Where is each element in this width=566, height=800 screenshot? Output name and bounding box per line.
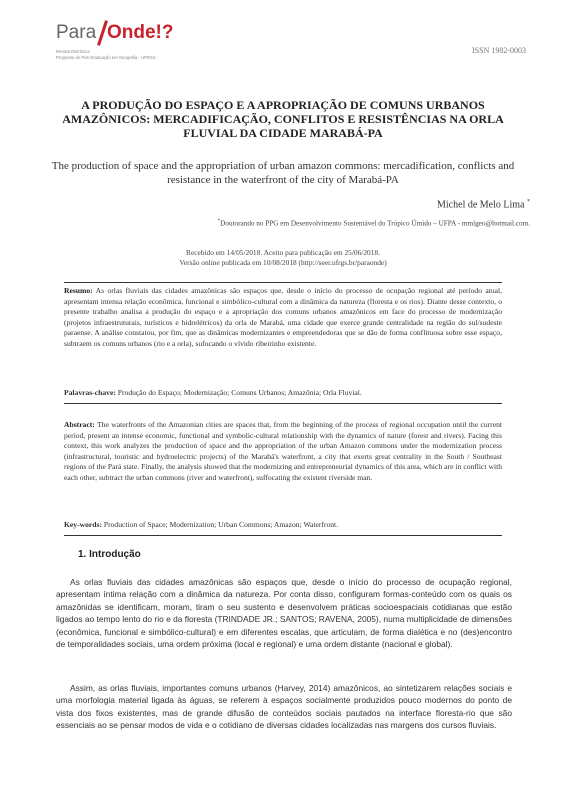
logo-program: Programa de Pós-Graduação em Geografia - UFRGS — [56, 55, 156, 60]
author-name — [437, 199, 530, 210]
affiliation-mark: * — [217, 219, 221, 224]
logo-text-para: Para — [56, 22, 97, 43]
logo-subtitle: Revista Eletrônica — [56, 49, 90, 54]
resumo-label: Resumo: — [64, 286, 93, 295]
publication-dates — [0, 248, 566, 268]
divider-bottom — [64, 535, 502, 536]
abstract-label: Abstract: — [64, 420, 95, 429]
resumo-text: As orlas fluviais das cidades amazônicas são espaços que, desde o início do processo de ocupação regional até período atual, apresentam intensa relação econômica, funcional e simbólico-cultural com a dinâmica da natureza (floresta e os rios). Diante desse contexto, o presente trabalho analisa a produção do espaço e a apropriação dos comuns urbanos amazônicos em face do processo de modernização (projetos infraestruturais, turísticos e hidrelétricos) da orla de Marabá, uma cidade que exerce grande centralidade na região do sul/sudeste paraense. A análise constatou, por fim, que as dinâmicas modernizantes e empreendedoras que se dão de forma conflituosa sobre esse espaço, subtraem os comuns urbanos (rio e a orla), sufocando o vívido ribeirinho existente. — [64, 286, 502, 348]
section-heading-introducao: 1. Introdução — [78, 549, 141, 560]
author-name-text: Michel de Melo Lima — [437, 199, 525, 211]
received-date: Recebido em 14/05/2018. Aceito para publicação em 25/06/2018. — [186, 248, 380, 257]
palavras-chave-label: Palavras-chave: — [64, 388, 116, 397]
affiliation-text: Doutorando no PPG em Desenvolvimento Sustentável do Trópico Úmido – UFPA - mmlgeo@hotmail.com. — [220, 219, 530, 228]
online-date: Versão online publicada em 10/08/2018 (http://seer.ufrgs.br/paraonde) — [179, 258, 387, 267]
article-title: A PRODUÇÃO DO ESPAÇO E A APROPRIAÇÃO DE COMUNS URBANOS AMAZÔNICOS: MERCADIFICAÇÃO, CONFLITOS E RESISTÊNCIAS NA ORLA FLUVIAL DA CIDADE MARABÁ-PA — [62, 98, 504, 140]
intro-paragraph-1-text: As orlas fluviais das cidades amazônicas são espaços que, desde o início do processo de ocupação regional, apresentam íntima relação com a dinâmica da natureza. Por conta disso, configuram formas-conteúdo com os quais os amazônidas se identificam, moram, tiram o seu sustento e desenvolvem práticas socioespaciais cotidianas que estão ligados ao tempo lento do rio e da floresta (TRINDADE JR.; SANTOS; RAVENA, 2005), numa multiplicidade de dimensões (econômica, funcional e simbólico-cultural) e em diferentes escalas, que articulam, de forma dialética e no (des)encontro de temporalidades sociais, uma ordem próxima (local e regional) e uma ordem distante (nacional e global). — [56, 577, 512, 650]
journal-logo[interactable] — [54, 18, 194, 68]
author-affiliation — [218, 219, 530, 227]
divider-middle — [64, 403, 502, 404]
logo-text-onde: Onde!? — [107, 22, 174, 43]
key-words — [64, 520, 502, 530]
palavras-chave — [64, 388, 502, 398]
abstract-block — [64, 420, 502, 484]
key-words-label: Key-words: — [64, 520, 102, 529]
intro-paragraph-2-text: Assim, as orlas fluviais, importantes comuns urbanos (Harvey, 2014) amazônicos, ao sintetizarem relações sociais e uma morfologia material ligada às águas, se referem à espaços socialmente produzidos pouco modernos do ponto de vista dos fixos existentes, mas de grande difusão de conteúdos sociais pautados na interface floresta-rio que são essenciais ao se pensar modos de vida e o cotidiano de diversas cidades localizadas nas margens dos cursos fluviais. — [56, 683, 512, 731]
article-title-english: The production of space and the appropriation of urban amazon commons: mercadification, conflicts and resistance in the waterfront of the city of Marabá-PA — [51, 160, 515, 186]
divider-top — [64, 282, 502, 283]
intro-paragraph-2 — [56, 682, 512, 732]
palavras-chave-text: Produção do Espaço; Modernização; Comuns Urbanos; Amazônia; Orla Fluvial. — [115, 388, 362, 397]
resumo-block — [64, 286, 502, 350]
key-words-text: Production of Space; Modernization; Urban Commons; Amazon; Waterfront. — [101, 520, 339, 529]
author-footnote-mark: * — [527, 199, 530, 205]
issn-label: ISSN 1982-0003 — [471, 46, 526, 55]
intro-paragraph-1 — [56, 576, 512, 650]
abstract-text: The waterfronts of the Amazonian cities are spaces that, from the beginning of the process of regional occupation until the current period, present an intense economic, functional and symbolic-cultural relationship with the dynamics of nature (forest and rivers). Facing this context, this work analyzes the production of space and the appropriation of the urban Amazon commons under the modernization process (infrastructural, touristic and hydroelectric projects) of the Marabá's waterfront, a city that exerts great centrality in the South / Southeast regions of the Pará state. Finally, the analysis showed that the modernizing and entrepreneurial dynamics of this area, which are in conflict with each other, subtract the urban commons (river and waterfront), suffocating the existent riverside man. — [64, 420, 502, 482]
